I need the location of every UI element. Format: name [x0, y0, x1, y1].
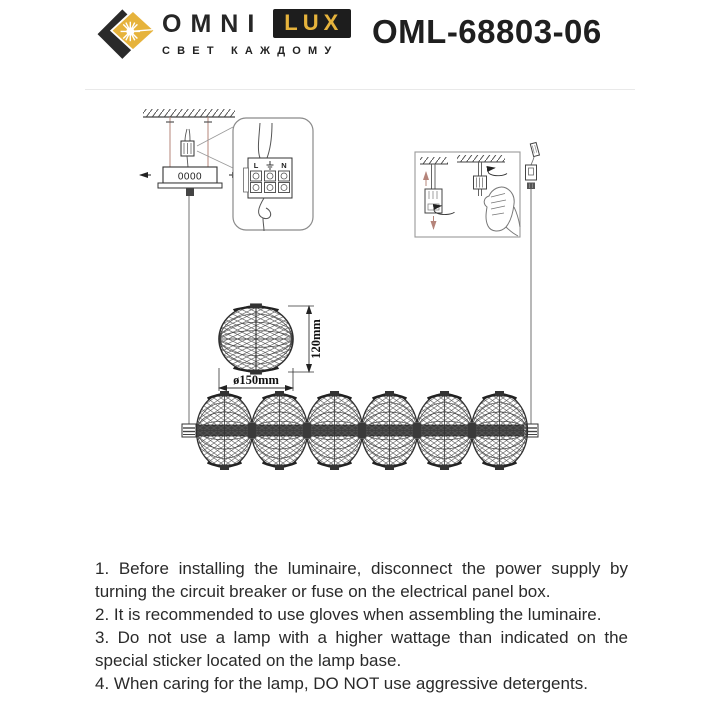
brand-tagline: СВЕТ КАЖДОМУ [162, 45, 339, 57]
diameter-dimension-label: ø150mm [233, 373, 279, 387]
left-end-cap [182, 424, 196, 437]
brand-logo [94, 7, 351, 63]
height-dimension-label: 120mm [309, 319, 323, 359]
header [0, 0, 720, 90]
brand-lux-badge: LUX [273, 9, 351, 38]
instruction-item-1: 1. Before installing the luminaire, disconnect the power supply by turning the circuit breaker or fuse on the electrical panel box. [95, 559, 628, 601]
model-number: OML-68803-06 [372, 13, 602, 50]
terminal-label-line: L [253, 161, 259, 170]
terminal-label-neutral: N [281, 161, 287, 170]
brand-text [162, 7, 351, 57]
cable-adjuster-diagram [526, 142, 540, 424]
instruction-item-2: 2. It is recommended to use gloves when assembling the luminaire. [95, 605, 602, 624]
terminal-block-icon [181, 129, 194, 167]
luminaire-drawing [182, 391, 538, 470]
instruction-item-3: 3. Do not use a lamp with a higher wattage than indicated on the special sticker located on the lamp base. [95, 628, 628, 670]
omnilux-logo-icon [94, 7, 156, 63]
instruction-item-4: 4. When caring for the lamp, DO NOT use aggressive detergents. [95, 674, 588, 693]
instructions-block [95, 557, 628, 695]
canopy-marking: 0000 [177, 171, 203, 183]
brand-omni: OMNI [162, 9, 264, 38]
ceiling-mount-diagram [140, 109, 240, 424]
wiring-callout-diagram [233, 118, 313, 231]
assembly-steps-diagram [415, 152, 520, 237]
dimension-diagram [219, 303, 323, 391]
installation-diagram [0, 95, 720, 560]
header-divider [85, 89, 635, 90]
